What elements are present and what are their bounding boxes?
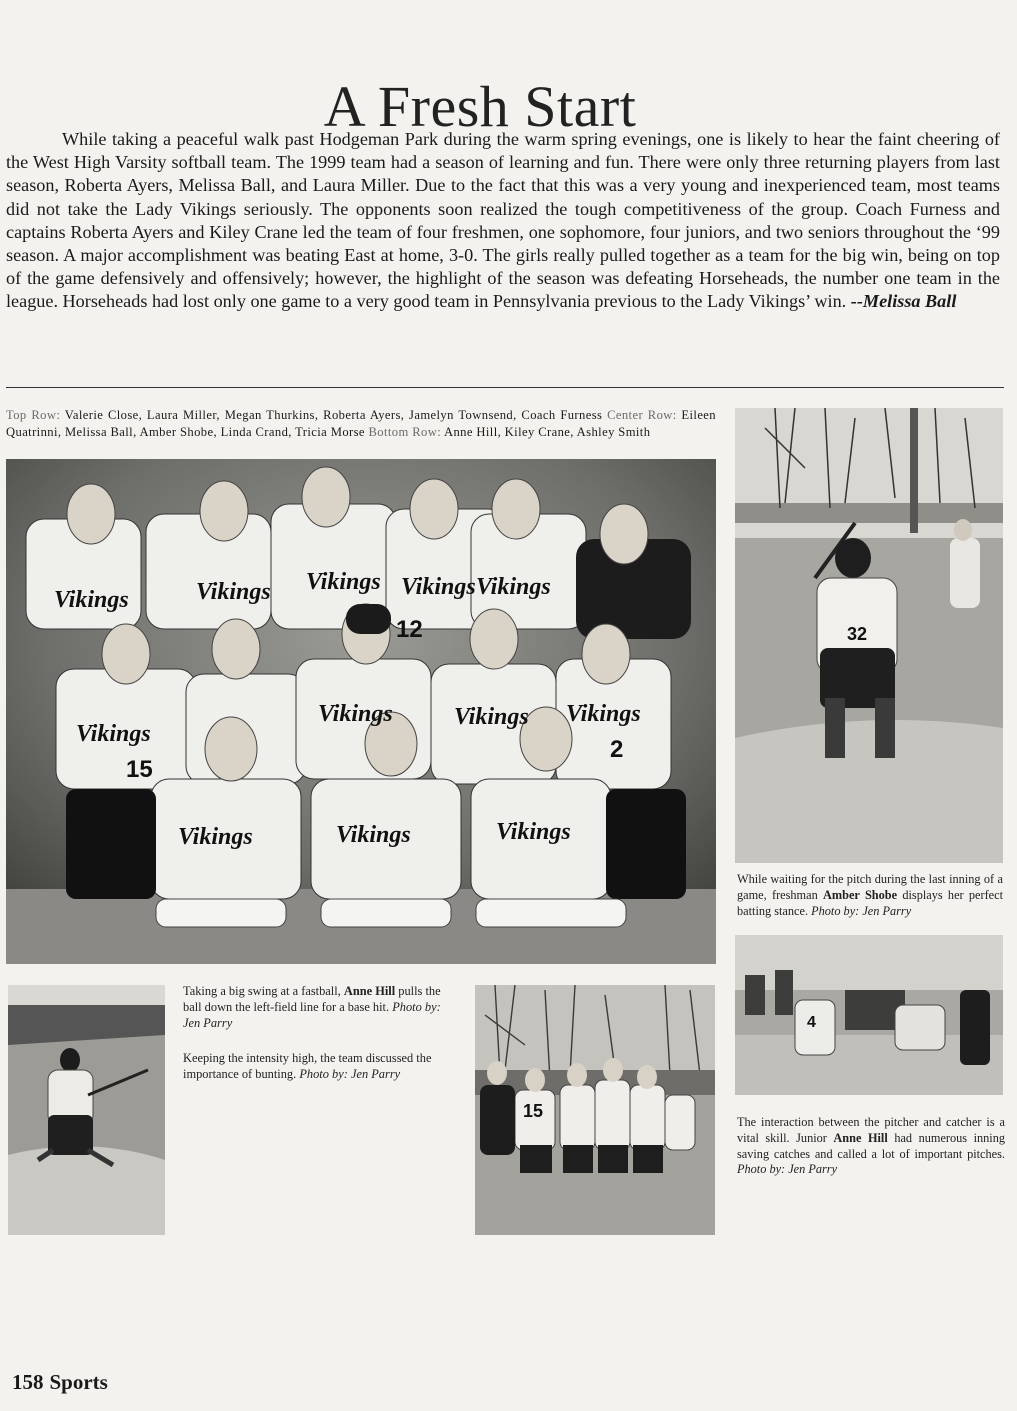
huddle-caption-text: Keeping the intensity high, the team discussed the importance of bunting. <box>183 1051 432 1081</box>
story-text <box>6 128 1000 314</box>
story-byline: --Melissa Ball <box>850 291 957 312</box>
huddle-caption-credit: Photo by: Jen Parry <box>299 1067 401 1081</box>
catcher-caption-post: had numerous inning saving catches and called a lot of important pitches. <box>737 1130 1006 1161</box>
batting-photo <box>735 408 1003 863</box>
page-number: 158 <box>12 1370 44 1394</box>
jersey-script-4: Vikings <box>401 574 476 600</box>
divider-rule <box>6 387 1004 388</box>
swing-caption-post: pulls the ball down the left-field line for a base hit. <box>183 984 441 1014</box>
batting-caption-name: Amber Shobe <box>823 887 898 902</box>
jersey-number-15-huddle: 15 <box>523 1101 544 1121</box>
jersey-script-12: Vikings <box>496 819 571 845</box>
jersey-script-6: Vikings <box>76 721 151 747</box>
huddle-caption <box>183 1050 458 1082</box>
jersey-number-2: 2 <box>610 736 624 763</box>
swing-caption-credit: Photo by: Jen Parry <box>183 1000 441 1030</box>
jersey-number-12: 12 <box>396 616 423 643</box>
catcher-caption-credit: Photo by: Jen Parry <box>737 1162 838 1177</box>
page-title: A Fresh Start <box>323 73 637 139</box>
jersey-number-15: 15 <box>126 756 153 783</box>
catcher-caption-pre: The interaction between the pitcher and catcher is a vital skill. Junior <box>737 1115 1005 1145</box>
jersey-script-5: Vikings <box>476 574 551 600</box>
jersey-script-1: Vikings <box>54 587 129 613</box>
jersey-script-8: Vikings <box>454 704 529 730</box>
jersey-script-3: Vikings <box>306 569 381 595</box>
jersey-script-2: Vikings <box>196 579 271 605</box>
section-name: Sports <box>49 1370 108 1394</box>
roster-top-label: Top Row: <box>6 408 61 422</box>
roster-center-label: Center Row: <box>607 408 677 422</box>
huddle-photo <box>475 985 715 1235</box>
batting-caption <box>737 872 1003 919</box>
jersey-script-11: Vikings <box>336 822 411 848</box>
swing-caption-name: Anne Hill <box>343 984 396 998</box>
roster-center-names: Eileen Quatrinni, Melissa Ball, Amber Shobe, Linda Crand, Tricia Morse <box>6 408 716 439</box>
story-body: While taking a peaceful walk past Hodgeman Park during the warm spring evenings, one is likely to hear the faint cheering of the West High Varsity softball team. The 1999 team had a season of learning and fun. There were only three returning players from last season, Roberta Ayers, Melissa Ball, and Laura Miller. Due to the fact that this was a very young and inexperienced team, most teams did not take the Lady Vikings seriously. The opponents soon realized the tough competitiveness of the group. Coach Furness and captains Roberta Ayers and Kiley Crane led the team of four freshmen, one sophomore, four juniors, and two seniors throughout the ‘99 season. A major accomplishment was beating East at home, 3-0. The girls really pulled together as a team for the big win, being on top of the game defensively and offensively; however, the highlight of the season was defeating Horseheads, the number one team in the league. Horseheads had lost only one game to a very good team in Pennsylvania previous to the Lady Vikings’ win. <box>6 129 1000 312</box>
swing-caption <box>183 983 455 1031</box>
jersey-script-7: Vikings <box>318 701 393 727</box>
jersey-number-32: 32 <box>847 624 868 644</box>
jersey-script-9: Vikings <box>566 701 641 727</box>
jersey-number-4: 4 <box>807 1014 816 1031</box>
catcher-caption <box>737 1115 1005 1178</box>
swing-caption-pre: Taking a big swing at a fastball, <box>183 984 341 998</box>
roster-bottom-label: Bottom Row: <box>368 425 442 439</box>
batting-caption-post: displays her perfect batting stance. <box>737 887 1004 918</box>
catcher-caption-name: Anne Hill <box>833 1130 888 1145</box>
roster-bottom-names: Anne Hill, Kiley Crane, Ashley Smith <box>443 425 651 439</box>
batting-caption-credit: Photo by: Jen Parry <box>811 903 912 918</box>
roster-caption <box>6 407 716 441</box>
batting-caption-pre: While waiting for the pitch during the last inning of a game, freshman <box>737 872 1003 902</box>
team-photo <box>6 459 716 964</box>
jersey-script-10: Vikings <box>178 824 253 850</box>
roster-top-names: Valerie Close, Laura Miller, Megan Thurkins, Roberta Ayers, Jamelyn Townsend, Coach Furness <box>64 408 603 422</box>
page-folio <box>12 1370 114 1395</box>
swing-photo <box>8 985 165 1235</box>
catcher-photo <box>735 935 1003 1095</box>
